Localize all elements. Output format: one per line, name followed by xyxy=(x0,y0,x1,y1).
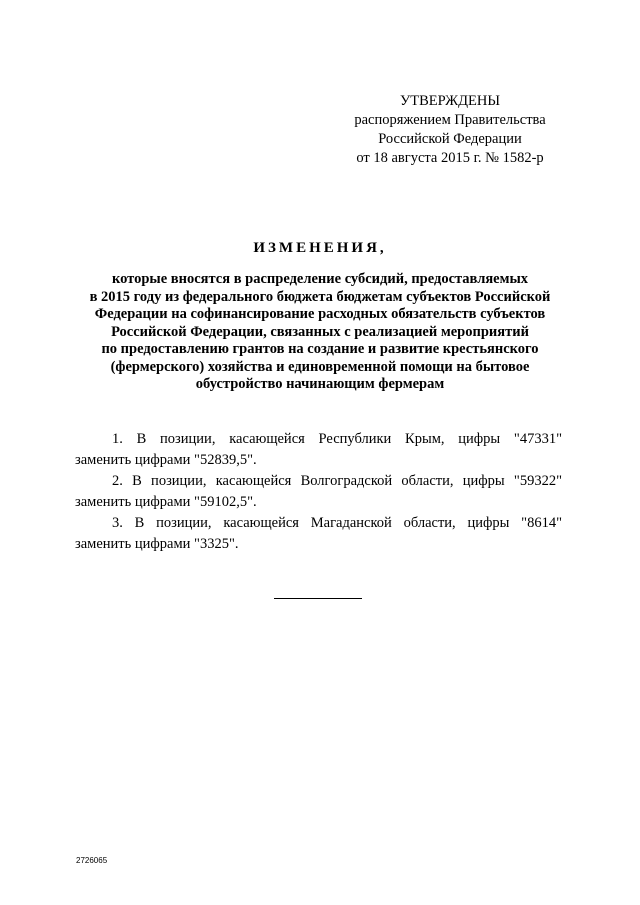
approval-block xyxy=(340,92,560,168)
approval-title: УТВЕРЖДЕНЫ xyxy=(399,93,501,109)
heading-line: Федерации на софинансирование расходных обязательств субъектов xyxy=(94,306,546,322)
heading-line: по предоставлению грантов на создание и развитие крестьянского xyxy=(101,341,539,357)
change-item xyxy=(75,429,562,471)
heading-line: Российской Федерации, связанных с реализацией мероприятий xyxy=(111,323,529,340)
document-heading xyxy=(70,240,570,394)
change-item-text: заменить цифрами "3325". xyxy=(75,536,239,552)
approval-date-number: от 18 августа 2015 г. № 1582-р xyxy=(356,150,544,166)
heading-line: (фермерского) хозяйства и единовременной помощи на бытовое xyxy=(110,358,530,375)
change-item-text: заменить цифрами "59102,5". xyxy=(75,494,257,510)
change-item-text: 1. В позиции, касающейся Республики Крым, цифры "47331" xyxy=(112,431,562,447)
change-item xyxy=(75,471,562,513)
change-item-text: заменить цифрами "52839,5". xyxy=(75,452,257,468)
change-item-text: 3. В позиции, касающейся Магаданской области, цифры "8614" xyxy=(112,515,562,531)
heading-line: которые вносятся в распределение субсидий, предоставляемых xyxy=(111,271,529,287)
approval-government: Российской Федерации xyxy=(378,131,522,147)
document-code: 2726065 xyxy=(76,856,108,865)
heading-line: обустройство начинающим фермерам xyxy=(195,376,445,392)
heading-line: в 2015 году из федерального бюджета бюджетам субъектов Российской xyxy=(89,288,551,305)
change-item-text: 2. В позиции, касающейся Волгоградской области, цифры "59322" xyxy=(112,473,562,489)
document-body xyxy=(75,429,562,555)
change-item xyxy=(75,513,562,555)
approval-issuer: распоряжением Правительства xyxy=(354,112,546,128)
closing-divider xyxy=(274,598,362,599)
document-title: ИЗМЕНЕНИЯ, xyxy=(253,240,387,256)
